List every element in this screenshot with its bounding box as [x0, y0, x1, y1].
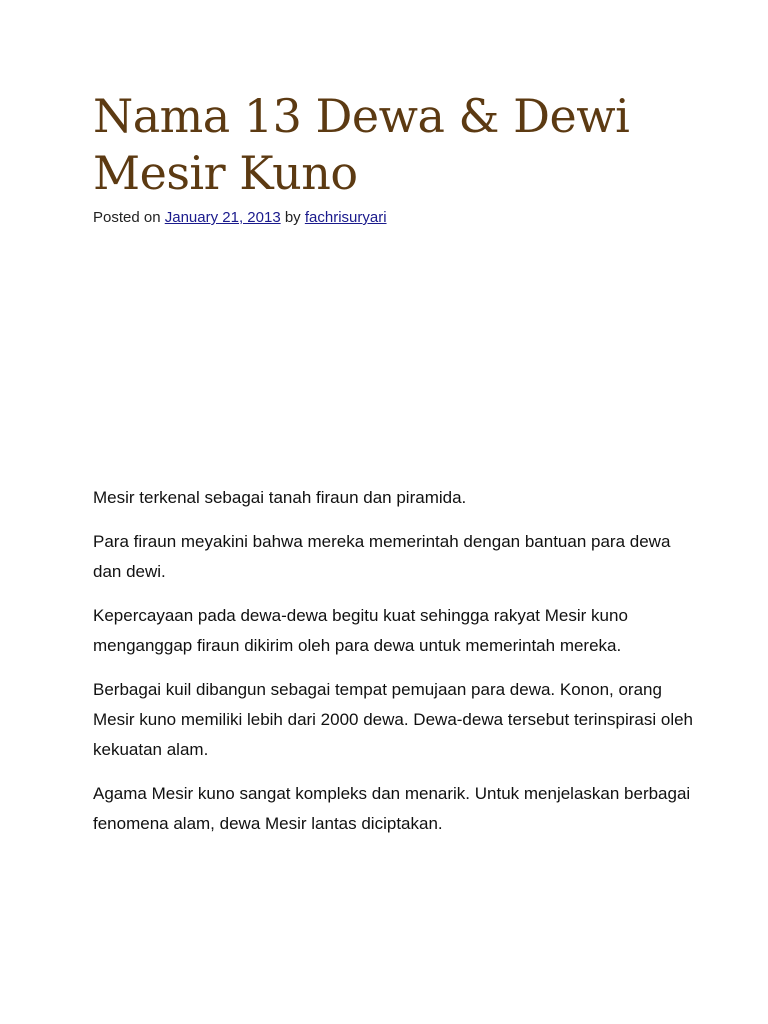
- blank-ad-space: [93, 228, 693, 483]
- by-label: by: [284, 209, 301, 226]
- entry-content: [93, 483, 693, 839]
- paragraph: Mesir terkenal sebagai tanah firaun dan piramida.: [93, 488, 467, 507]
- posted-on-label: Posted on: [93, 209, 161, 226]
- author-link[interactable]: fachrisuryari: [304, 209, 387, 226]
- article: [93, 88, 693, 853]
- paragraph: Kepercayaan pada dewa-dewa begitu kuat sehingga rakyat Mesir kuno menganggap firaun dikirim oleh para dewa untuk memerintah mereka.: [93, 606, 628, 655]
- page-title: Nama 13 Dewa & Dewi Mesir Kuno: [93, 89, 630, 200]
- entry-meta: [93, 208, 693, 228]
- paragraph: Para firaun meyakini bahwa mereka memerintah dengan bantuan para dewa dan dewi.: [93, 532, 671, 581]
- paragraph: Agama Mesir kuno sangat kompleks dan menarik. Untuk menjelaskan berbagai fenomena alam, dewa Mesir lantas diciptakan.: [93, 784, 691, 833]
- paragraph: Berbagai kuil dibangun sebagai tempat pemujaan para dewa. Konon, orang Mesir kuno memiliki lebih dari 2000 dewa. Dewa-dewa tersebut terinspirasi oleh kekuatan alam.: [93, 680, 694, 759]
- post-date-link[interactable]: January 21, 2013: [164, 209, 281, 226]
